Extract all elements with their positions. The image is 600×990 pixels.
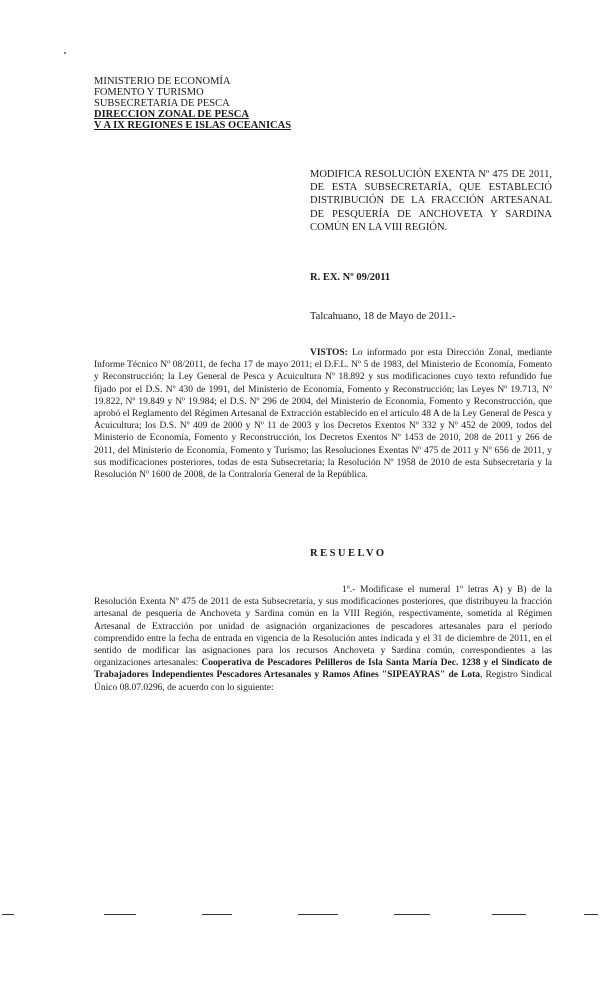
vistos-label: VISTOS: bbox=[310, 348, 348, 358]
scan-mark bbox=[298, 914, 338, 915]
scan-mark bbox=[202, 914, 232, 915]
header-regiones: V A IX REGIONES E ISLAS OCEANICAS bbox=[94, 120, 292, 131]
letterhead bbox=[94, 76, 291, 131]
resolucion-organizations: Cooperativa de Pescadores Pelilleros de Isla Santa María Dec. 1238 y el Sindicato de Trabajadores Independientes Pescadores Artesanales y Ramos Afines "SIPEAYRAS" de Lota bbox=[94, 658, 553, 681]
header-direccion: DIRECCION ZONAL DE PESCA bbox=[94, 109, 249, 120]
header-subsecretaria: SUBSECRETARIA DE PESCA bbox=[94, 98, 230, 109]
scan-mark bbox=[2, 914, 14, 915]
scan-mark bbox=[492, 914, 526, 915]
scan-mark bbox=[394, 914, 430, 915]
resolution-number: R. EX. Nº 09/2011 bbox=[310, 272, 391, 283]
header-fomento: FOMENTO Y TURISMO bbox=[94, 87, 204, 98]
resolucion-text-a: 1º.- Modificase el numeral 1º letras A) y B) de la Resolución Exenta Nº 475 de 2011 de esta Subsecretaría, y sus modificaciones posteriores, que distribuyeu la fracción artesanal de pesquería de Anchoveta y Sardina común en la VIII Región, respectivamente, sometida al Régimen Artesanal de Extracción por unidad de asignación organizaciones de pescadores artesanales para el período comprendido entre la fecha de entrada en vigencia de la Resolución antes indicada y el 31 de diciembre de 2011, en el sentido de modificar las asignaciones para los recursos Anchoveta y Sardina común, correspondientes a las organizaciones artesanales: bbox=[94, 585, 552, 669]
scan-mark bbox=[584, 914, 598, 915]
resuelvo-heading: RESUELVO bbox=[310, 548, 387, 559]
scan-mark bbox=[104, 914, 136, 915]
vistos-text: Lo informado por esta Dirección Zonal, mediante Informe Técnico Nº 08/2011, de fecha 17 de mayo 2011; el D.F.L. Nº 5 de 1983, del Ministerio de Economía, Fomento y Reconstrucción; la Ley General de Pesca y Acuicultura Nº 18.892 y sus modificaciones cuyo texto refundido fue fijado por el D.S. Nº 430 de 1991, del Ministerio de Economía, Fomento y Reconstrucción; las Leyes Nº 19.713, Nº 19.822, Nº 19.849 y Nº 19.984; el D.S. Nº 296 de 2004, del Ministerio de Economía, Fomento y Reconstrucción, que aprobó el Reglamento del Régimen Artesanal de Extracción establecido en el artículo 48 A de la Ley General de Pesca y Acuicultura; los D.S. Nº 409 de 2000 y Nº 11 de 2003 y los Decretos Exentos Nº 332 y Nº 452 de 2009, todos del Ministerio de Economía, Fomento y Reconstrucción, los Decretos Exentos Nº 1453 de 2010, 208 de 2011 y 266 de 2011, del Ministerio de Economía, Fomento y Turismo; las Resoluciones Exentas Nº 475 de 2011 y Nº 656 de 2011, y sus modificaciones posteriores, todas de esta Subsecretaría; la Resolución Nº 1958 de 2010 de esta Subsecretaría y la Resolución Nº 1600 de 2008, de la Contraloría General de la República. bbox=[94, 348, 552, 481]
header-ministerio: MINISTERIO DE ECONOMÍA bbox=[94, 76, 231, 87]
resolucion-text-b: , Registro Sindical Único 08.07.0296, de acuerdo con lo siguiente: bbox=[94, 670, 552, 693]
vistos-paragraph bbox=[94, 347, 552, 481]
place-date: Talcahuano, 18 de Mayo de 2011.- bbox=[310, 311, 456, 322]
scan-speck bbox=[64, 52, 66, 54]
resolution-subject: MODIFICA RESOLUCIÓN EXENTA Nº 475 DE 2011, DE ESTA SUBSECRETARÍA, QUE ESTABLECIÓ DISTRIBUCIÓN DE LA FRACCIÓN ARTESANAL DE PESQUERÍA DE ANCHOVETA Y SARDINA COMÚN EN LA VIII REGIÓN. bbox=[310, 169, 552, 233]
resolucion-paragraph bbox=[94, 584, 552, 694]
bottom-scan-marks bbox=[0, 914, 600, 918]
